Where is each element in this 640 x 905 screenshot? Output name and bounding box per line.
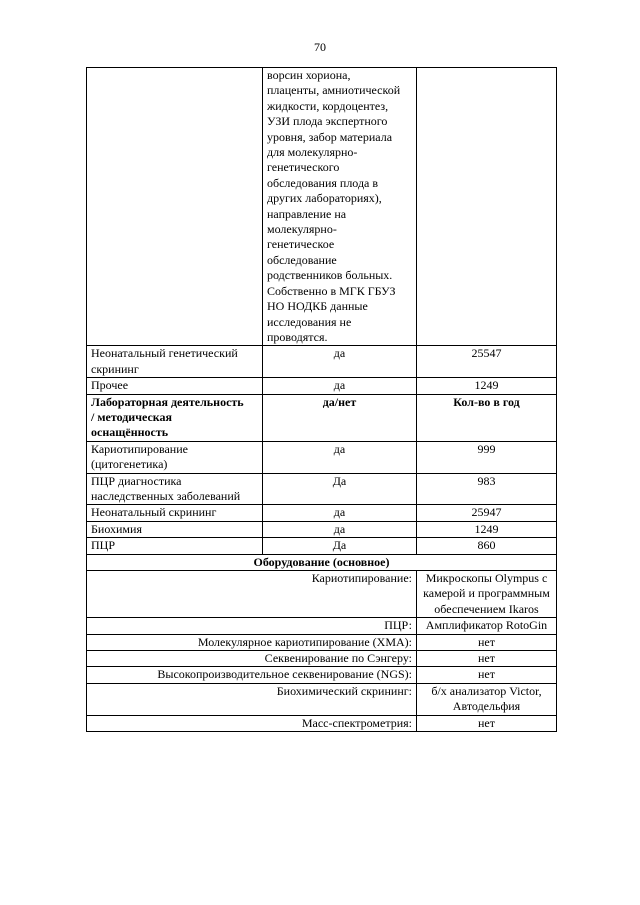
equipment-row [87, 651, 557, 667]
row-label-line: Биохимия [91, 521, 142, 536]
equipment-value [417, 634, 557, 650]
row-label-line: ПЦР диагностика [91, 473, 182, 488]
row-count: 1249 [417, 521, 557, 537]
lab-header-row [87, 394, 557, 441]
equipment-row [87, 571, 557, 618]
equipment-value [417, 715, 557, 731]
equipment-value-line: нет [478, 651, 495, 666]
table-row [87, 505, 557, 521]
row-label [87, 378, 263, 394]
row-count: 25547 [417, 346, 557, 378]
table-row [87, 473, 557, 505]
equipment-value-line: камерой и программным [423, 586, 550, 601]
continuation-line: направление на [267, 206, 347, 221]
continuation-line: проводятся. [267, 329, 328, 344]
row-label-line: Неонатальный скрининг [91, 505, 217, 520]
row-label-line: Кариотипирование [91, 441, 188, 456]
row-count: 983 [417, 473, 557, 505]
header-label-line: оснащённость [91, 425, 169, 440]
equipment-value [417, 683, 557, 715]
continuation-line: родственников больных. [267, 268, 393, 283]
row-answer: да [263, 505, 417, 521]
equipment-value-line: Микроскопы Olympus с [425, 571, 548, 585]
continuation-line: уровня, забор материала [267, 129, 393, 144]
page-number: 70 [314, 40, 326, 54]
row-answer: да [263, 441, 417, 473]
continuation-line: генетического [267, 160, 340, 175]
equipment-title: Оборудование (основное) [87, 554, 557, 570]
continuation-row [87, 68, 557, 346]
row-label [87, 521, 263, 537]
equipment-row [87, 667, 557, 683]
continuation-line: НО НОДКБ данные [267, 299, 368, 314]
equipment-value [417, 667, 557, 683]
equipment-label: Кариотипирование: [87, 571, 417, 618]
equipment-value-line: нет [478, 634, 495, 649]
equipment-value [417, 651, 557, 667]
equipment-row [87, 634, 557, 650]
row-label-line: Неонатальный генетический [91, 346, 238, 361]
table-row [87, 521, 557, 537]
row-answer: да [263, 521, 417, 537]
continuation-line: генетическое [267, 237, 335, 252]
equipment-title-row [87, 554, 557, 570]
lab-header-answer: да/нет [263, 394, 417, 441]
equipment-label: Высокопроизводительное секвенирование (NGS): [87, 667, 417, 683]
continuation-label-cell [87, 68, 263, 346]
continuation-line: ворсин хориона, [267, 68, 351, 82]
equipment-value [417, 571, 557, 618]
row-label [87, 473, 263, 505]
header-label-line: / методическая [91, 409, 172, 424]
continuation-line: обследования плода в [267, 175, 379, 190]
continuation-line: Собственно в МГК ГБУЗ [267, 283, 396, 298]
continuation-count-cell [417, 68, 557, 346]
equipment-value-line: Автодельфия [452, 699, 521, 714]
row-label-line: Прочее [91, 378, 129, 393]
equipment-value [417, 618, 557, 634]
row-answer: Да [263, 538, 417, 554]
row-count: 860 [417, 538, 557, 554]
continuation-line: жидкости, кордоцентез, [267, 98, 389, 113]
continuation-line: молекулярно- [267, 222, 337, 237]
equipment-value-line: нет [478, 667, 495, 682]
table-row [87, 378, 557, 394]
table-row [87, 441, 557, 473]
row-label-line: ПЦР [91, 538, 116, 553]
row-count: 25947 [417, 505, 557, 521]
header-label-line: Лабораторная деятельность [91, 394, 244, 409]
table-row [87, 346, 557, 378]
continuation-line: для молекулярно- [267, 145, 358, 160]
lab-header-label [87, 394, 263, 441]
equipment-value-line: нет [478, 715, 495, 730]
equipment-label: Масс-спектрометрия: [87, 715, 417, 731]
lab-header-count: Кол-во в год [417, 394, 557, 441]
row-count: 999 [417, 441, 557, 473]
continuation-text-cell [263, 68, 417, 346]
row-label-line: наследственных заболеваний [91, 488, 241, 503]
equipment-label: Секвенирование по Сэнгеру: [87, 651, 417, 667]
equipment-label: Молекулярное кариотипирование (ХМА): [87, 634, 417, 650]
equipment-value-line: Амплификатор RotoGin [425, 618, 548, 633]
equipment-value-line: б/х анализатор Victor, [431, 683, 542, 698]
row-label [87, 441, 263, 473]
continuation-line: плаценты, амниотической [267, 83, 401, 98]
row-answer: да [263, 346, 417, 378]
row-label-line: (цитогенетика) [91, 457, 168, 472]
continuation-line: обследование [267, 252, 337, 267]
continuation-line: УЗИ плода экспертного [267, 114, 388, 129]
equipment-row [87, 715, 557, 731]
row-label-line: скрининг [91, 361, 139, 376]
equipment-row [87, 618, 557, 634]
row-label [87, 346, 263, 378]
equipment-label: Биохимический скрининг: [87, 683, 417, 715]
row-answer: да [263, 378, 417, 394]
lab-activity-table [86, 67, 557, 732]
row-label [87, 505, 263, 521]
table-row [87, 538, 557, 554]
equipment-label: ПЦР: [87, 618, 417, 634]
row-count: 1249 [417, 378, 557, 394]
row-answer: Да [263, 473, 417, 505]
equipment-row [87, 683, 557, 715]
continuation-line: других лабораториях), [267, 191, 382, 206]
equipment-value-line: обеспечением Ikaros [434, 601, 539, 616]
continuation-line: исследования не [267, 314, 352, 329]
row-label [87, 538, 263, 554]
